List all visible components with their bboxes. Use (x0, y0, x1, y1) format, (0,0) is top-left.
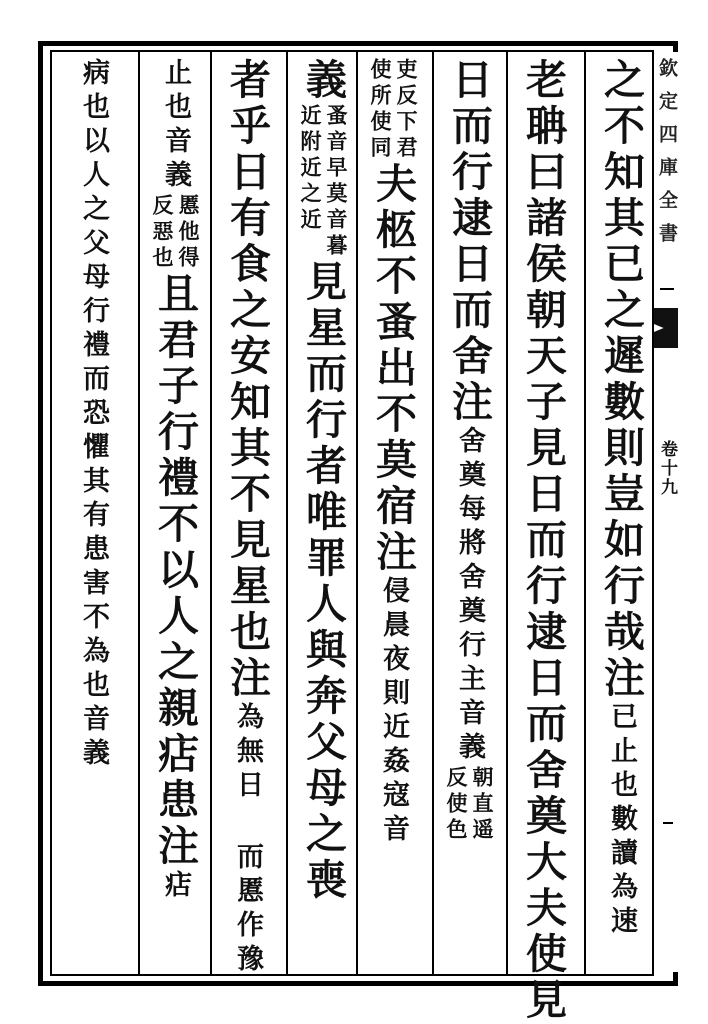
text-column (438, 58, 500, 968)
commentary-text: 病也以人之父母行禮而恐懼其有患害不為也音義 (78, 58, 109, 772)
main-text: 者乎日有食之安知其不見星也注 (223, 58, 271, 702)
column-rule (286, 52, 288, 974)
text-column (216, 58, 278, 978)
text-column (144, 58, 206, 968)
note-line-left: 近附近之近 (298, 104, 323, 234)
main-text: 老聃曰諸侯朝天子見日而行逮日而舍奠大夫使見 (519, 58, 567, 1024)
commentary-text: 止也音義 (160, 58, 191, 194)
note-line-right: 慝他得 (176, 194, 201, 272)
interlinear-note (445, 766, 493, 844)
margin-mark (660, 288, 674, 290)
note-line-right: 吏反下君 (394, 58, 419, 162)
column-rule (356, 52, 358, 974)
note-line-right: 朝直遥 (470, 766, 495, 844)
note-line-left: 使所使同 (368, 58, 393, 162)
text-column (512, 58, 574, 1024)
commentary-text: 侵晨夜則近姦寇音 (378, 576, 409, 848)
main-text: 夫柩不蚤出不莫宿注 (369, 162, 417, 576)
note-line-left: 反使色 (444, 766, 469, 844)
commentary-text: 痁 (160, 870, 191, 904)
main-text: 之不知其已之遲數則豈如行哉注 (597, 58, 645, 702)
text-column (590, 58, 652, 968)
main-text: 義 (299, 58, 347, 104)
column-rule (210, 52, 212, 974)
margin-book-title: 欽定四庫全書 (656, 58, 678, 256)
main-text: 且君子行禮不以人之親痁患注 (151, 272, 199, 870)
column-rule (584, 52, 586, 974)
column-rule (138, 52, 140, 974)
margin-mark (663, 822, 673, 824)
commentary-text: 已止也數讀為速 (606, 702, 637, 940)
margin-volume: 卷十九 (657, 440, 677, 497)
main-text: 日而行逮日而舍注 (445, 58, 493, 426)
interlinear-note (369, 58, 417, 162)
column-rule (506, 52, 508, 974)
note-line-right: 蚤音早莫音暮 (324, 104, 349, 260)
text-column (362, 58, 424, 968)
main-text: 見星而行者唯罪人與奔父母之喪 (299, 260, 347, 904)
text-column (292, 58, 354, 968)
column-rule (432, 52, 434, 974)
text-column (62, 58, 124, 968)
commentary-text: 為無日 而慝作豫 (232, 702, 263, 978)
interlinear-note (299, 104, 347, 260)
commentary-text: 舍奠每將舍奠行主音義 (454, 426, 485, 766)
note-line-left: 反惡也 (150, 194, 175, 272)
interlinear-note (151, 194, 199, 272)
